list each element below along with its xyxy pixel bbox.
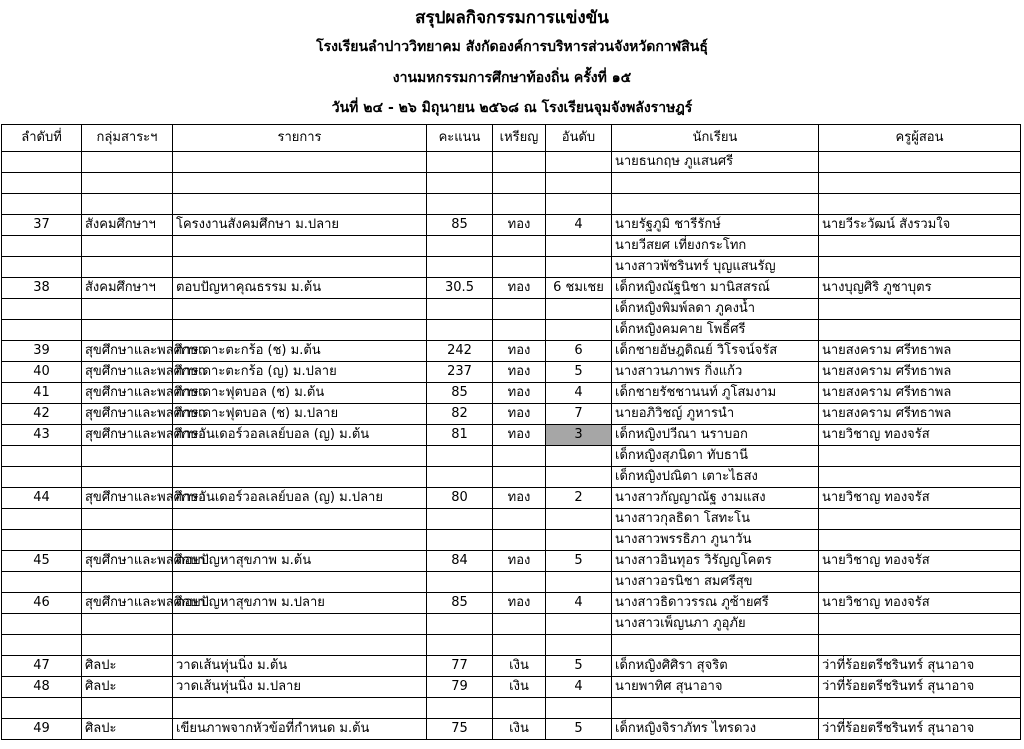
cell-item: ตอบปัญหาสุขภาพ ม.ปลาย — [173, 593, 427, 614]
cell-group — [82, 299, 173, 320]
cell-no: 41 — [2, 383, 82, 404]
cell-group: สุขศึกษาและพลศึกษา — [82, 341, 173, 362]
cell-no: 44 — [2, 488, 82, 509]
cell-item — [173, 320, 427, 341]
cell-no — [2, 257, 82, 278]
cell-teacher — [819, 614, 1021, 635]
cell-score — [427, 236, 493, 257]
table-row — [2, 551, 1021, 572]
cell-rank: 6 ชมเชย — [546, 278, 612, 299]
cell-medal — [493, 530, 546, 551]
cell-score: 75 — [427, 719, 493, 740]
cell-no: 46 — [2, 593, 82, 614]
table-row — [2, 383, 1021, 404]
cell-group — [82, 467, 173, 488]
cell-score — [427, 635, 493, 656]
document-title: สรุปผลกิจกรรมการแข่งขัน — [415, 8, 609, 28]
cell-rank — [546, 467, 612, 488]
cell-rank — [546, 320, 612, 341]
cell-group — [82, 236, 173, 257]
cell-no: 42 — [2, 404, 82, 425]
cell-no — [2, 173, 82, 194]
cell-score: 80 — [427, 488, 493, 509]
col-header-rank: อันดับ — [546, 125, 612, 152]
cell-item: การเดาะฟุตบอล (ช) ม.ต้น — [173, 383, 427, 404]
cell-no — [2, 152, 82, 173]
cell-medal — [493, 698, 546, 719]
cell-student: เด็กหญิงปณิตา เตาะไธสง — [612, 467, 819, 488]
cell-teacher — [819, 236, 1021, 257]
table-row — [2, 719, 1021, 740]
cell-medal: ทอง — [493, 278, 546, 299]
cell-score: 79 — [427, 677, 493, 698]
cell-score — [427, 614, 493, 635]
cell-rank — [546, 509, 612, 530]
cell-rank: 7 — [546, 404, 612, 425]
cell-rank — [546, 299, 612, 320]
cell-score — [427, 572, 493, 593]
table-row — [2, 341, 1021, 362]
cell-no — [2, 446, 82, 467]
cell-rank — [546, 446, 612, 467]
cell-teacher: ว่าที่ร้อยตรีชรินทร์ สุนาอาจ — [819, 656, 1021, 677]
cell-score — [427, 173, 493, 194]
cell-rank — [546, 173, 612, 194]
cell-no — [2, 530, 82, 551]
table-row — [2, 614, 1021, 635]
cell-group: สุขศึกษาและพลศึกษา — [82, 362, 173, 383]
table-row — [2, 635, 1021, 656]
cell-score: 85 — [427, 215, 493, 236]
cell-medal — [493, 572, 546, 593]
cell-teacher: นายสงคราม ศรีทธาพล — [819, 341, 1021, 362]
table-row — [2, 467, 1021, 488]
cell-medal — [493, 173, 546, 194]
cell-no — [2, 236, 82, 257]
col-header-no: ลำดับที่ — [2, 125, 82, 152]
cell-teacher — [819, 446, 1021, 467]
cell-medal — [493, 257, 546, 278]
cell-score: 82 — [427, 404, 493, 425]
cell-no: 48 — [2, 677, 82, 698]
cell-teacher: นายสงคราม ศรีทธาพล — [819, 383, 1021, 404]
cell-rank: 4 — [546, 215, 612, 236]
cell-group: สังคมศึกษาฯ — [82, 278, 173, 299]
cell-no — [2, 572, 82, 593]
cell-medal: ทอง — [493, 215, 546, 236]
cell-group — [82, 173, 173, 194]
cell-student: เด็กหญิงพิมพ์ลดา ภูคงน้ำ — [612, 299, 819, 320]
table-header-row — [2, 125, 1021, 152]
cell-teacher — [819, 152, 1021, 173]
cell-score — [427, 698, 493, 719]
cell-teacher — [819, 509, 1021, 530]
cell-rank — [546, 152, 612, 173]
cell-student: นางสาวพัชรินทร์ บุญแสนรัญ — [612, 257, 819, 278]
table-row — [2, 677, 1021, 698]
event-date-place: วันที่ ๒๔ - ๒๖ มิถุนายน ๒๕๖๘ ณ โรงเรียนจุมจังพลังราษฎร์ — [331, 100, 693, 116]
cell-student: เด็กหญิงสุภนิดา ทับธานี — [612, 446, 819, 467]
cell-group — [82, 152, 173, 173]
cell-no — [2, 299, 82, 320]
cell-item: การอันเดอร์วอลเลย์บอล (ญ) ม.ต้น — [173, 425, 427, 446]
cell-item: การเดาะตะกร้อ (ช) ม.ต้น — [173, 341, 427, 362]
cell-no — [2, 698, 82, 719]
table-row — [2, 656, 1021, 677]
cell-item: วาดเส้นหุ่นนิ่ง ม.ปลาย — [173, 677, 427, 698]
cell-score: 242 — [427, 341, 493, 362]
cell-medal — [493, 446, 546, 467]
cell-teacher: นายสงคราม ศรีทธาพล — [819, 404, 1021, 425]
cell-teacher — [819, 320, 1021, 341]
table-row — [2, 593, 1021, 614]
cell-item: การอันเดอร์วอลเลย์บอล (ญ) ม.ปลาย — [173, 488, 427, 509]
cell-group — [82, 320, 173, 341]
cell-student: เด็กหญิงปวีณา นราบอก — [612, 425, 819, 446]
cell-medal: ทอง — [493, 425, 546, 446]
cell-no — [2, 509, 82, 530]
cell-no — [2, 635, 82, 656]
cell-score — [427, 446, 493, 467]
cell-rank — [546, 635, 612, 656]
cell-student: เด็กหญิงศิศิรา สุจริต — [612, 656, 819, 677]
cell-student — [612, 194, 819, 215]
cell-no: 37 — [2, 215, 82, 236]
cell-item — [173, 257, 427, 278]
cell-group — [82, 509, 173, 530]
cell-student: นายรัฐภูมิ ชารีรักษ์ — [612, 215, 819, 236]
cell-item — [173, 467, 427, 488]
cell-rank: 5 — [546, 362, 612, 383]
table-row — [2, 425, 1021, 446]
table-row — [2, 530, 1021, 551]
col-header-group: กลุ่มสาระฯ — [82, 125, 173, 152]
cell-rank — [546, 698, 612, 719]
cell-student: เด็กหญิงคมคาย โพธิ์ศรี — [612, 320, 819, 341]
cell-medal: ทอง — [493, 341, 546, 362]
cell-no: 40 — [2, 362, 82, 383]
cell-no: 39 — [2, 341, 82, 362]
cell-score: 30.5 — [427, 278, 493, 299]
cell-student: เด็กหญิงจิราภัทร ไทรดวง — [612, 719, 819, 740]
cell-score — [427, 509, 493, 530]
event-name: งานมหกรรมการศึกษาท้องถิ่น ครั้งที่ ๑๕ — [392, 70, 632, 86]
cell-medal — [493, 236, 546, 257]
cell-score — [427, 257, 493, 278]
cell-rank — [546, 572, 612, 593]
table-row — [2, 173, 1021, 194]
cell-no — [2, 467, 82, 488]
cell-no: 47 — [2, 656, 82, 677]
table-row — [2, 362, 1021, 383]
cell-student: นายธนกฤษ ภูแสนศรี — [612, 152, 819, 173]
cell-medal — [493, 194, 546, 215]
cell-medal: ทอง — [493, 488, 546, 509]
cell-teacher — [819, 530, 1021, 551]
cell-score — [427, 530, 493, 551]
cell-student: เด็กชายรัชชานนท์ ภูโสมงาม — [612, 383, 819, 404]
cell-score — [427, 320, 493, 341]
cell-item: ตอบปัญหาสุขภาพ ม.ต้น — [173, 551, 427, 572]
cell-student: นางสาวกุลธิดา โสทะโน — [612, 509, 819, 530]
table-row — [2, 446, 1021, 467]
school-name: โรงเรียนลำปาววิทยาคม สังกัดองค์การบริหารส่วนจังหวัดกาฬสินธุ์ — [316, 39, 708, 55]
cell-group: ศิลปะ — [82, 719, 173, 740]
cell-score — [427, 299, 493, 320]
cell-teacher — [819, 467, 1021, 488]
cell-group: สุขศึกษาและพลศึกษา — [82, 488, 173, 509]
cell-student: นายวีสยศ เที่ยงกระโทก — [612, 236, 819, 257]
cell-medal — [493, 635, 546, 656]
cell-item: การเดาะตะกร้อ (ญ) ม.ปลาย — [173, 362, 427, 383]
cell-group — [82, 194, 173, 215]
cell-medal — [493, 152, 546, 173]
cell-item — [173, 614, 427, 635]
table-row — [2, 257, 1021, 278]
cell-item — [173, 635, 427, 656]
cell-medal: เงิน — [493, 677, 546, 698]
col-header-score: คะแนน — [427, 125, 493, 152]
cell-student: เด็กหญิงณัฐนิชา มานิสสรณ์ — [612, 278, 819, 299]
cell-item — [173, 509, 427, 530]
col-header-medal: เหรียญ — [493, 125, 546, 152]
table-row — [2, 236, 1021, 257]
cell-medal — [493, 614, 546, 635]
cell-teacher — [819, 572, 1021, 593]
cell-group — [82, 446, 173, 467]
cell-student: นางสาวพรรธิภา ภูนาวัน — [612, 530, 819, 551]
cell-teacher — [819, 635, 1021, 656]
cell-rank — [546, 614, 612, 635]
col-header-teacher: ครูผู้สอน — [819, 125, 1021, 152]
cell-item: โครงงานสังคมศึกษา ม.ปลาย — [173, 215, 427, 236]
cell-teacher: นายสงคราม ศรีทธาพล — [819, 362, 1021, 383]
cell-teacher: นางบุญศิริ ภูชาบุตร — [819, 278, 1021, 299]
cell-no — [2, 614, 82, 635]
cell-rank: 5 — [546, 656, 612, 677]
col-header-student: นักเรียน — [612, 125, 819, 152]
cell-student: นางสาวนภาพร กิ่งแก้ว — [612, 362, 819, 383]
cell-group: สุขศึกษาและพลศึกษา — [82, 551, 173, 572]
cell-rank: 4 — [546, 383, 612, 404]
cell-score — [427, 194, 493, 215]
cell-teacher — [819, 173, 1021, 194]
cell-teacher: นายวิชาญ ทองจรัส — [819, 593, 1021, 614]
cell-teacher — [819, 257, 1021, 278]
table-row — [2, 698, 1021, 719]
cell-group — [82, 257, 173, 278]
table-body — [2, 152, 1021, 740]
cell-medal: ทอง — [493, 362, 546, 383]
cell-item: วาดเส้นหุ่นนิ่ง ม.ต้น — [173, 656, 427, 677]
col-header-item: รายการ — [173, 125, 427, 152]
cell-teacher — [819, 698, 1021, 719]
cell-medal: ทอง — [493, 593, 546, 614]
table-row — [2, 404, 1021, 425]
cell-rank: 3 — [546, 425, 612, 446]
cell-group: สุขศึกษาและพลศึกษา — [82, 383, 173, 404]
cell-group: สุขศึกษาและพลศึกษา — [82, 404, 173, 425]
cell-teacher: นายวีระวัฒน์ สังรวมใจ — [819, 215, 1021, 236]
cell-score: 77 — [427, 656, 493, 677]
cell-no: 49 — [2, 719, 82, 740]
cell-student: นางสาวเพ็ญนภา ภูอุภัย — [612, 614, 819, 635]
cell-teacher: ว่าที่ร้อยตรีชรินทร์ สุนาอาจ — [819, 719, 1021, 740]
table-row — [2, 299, 1021, 320]
cell-student — [612, 635, 819, 656]
cell-item — [173, 698, 427, 719]
table-row — [2, 278, 1021, 299]
cell-group: ศิลปะ — [82, 677, 173, 698]
cell-rank — [546, 257, 612, 278]
cell-item: ตอบปัญหาคุณธรรม ม.ต้น — [173, 278, 427, 299]
cell-student — [612, 173, 819, 194]
cell-group: ศิลปะ — [82, 656, 173, 677]
cell-item — [173, 173, 427, 194]
cell-rank: 6 — [546, 341, 612, 362]
cell-item — [173, 194, 427, 215]
cell-score: 85 — [427, 593, 493, 614]
cell-score: 85 — [427, 383, 493, 404]
cell-student — [612, 698, 819, 719]
cell-score: 237 — [427, 362, 493, 383]
table-row — [2, 215, 1021, 236]
cell-no: 45 — [2, 551, 82, 572]
cell-medal: เงิน — [493, 656, 546, 677]
cell-item — [173, 152, 427, 173]
cell-medal — [493, 467, 546, 488]
table-row — [2, 572, 1021, 593]
cell-item — [173, 299, 427, 320]
cell-medal: เงิน — [493, 719, 546, 740]
cell-medal — [493, 320, 546, 341]
cell-student: นางสาวอรนิชา สมศรีสุข — [612, 572, 819, 593]
cell-group — [82, 530, 173, 551]
cell-no — [2, 194, 82, 215]
cell-student: นายอภิวิชญ์ ภูหารนำ — [612, 404, 819, 425]
cell-score: 84 — [427, 551, 493, 572]
cell-teacher: นายวิชาญ ทองจรัส — [819, 551, 1021, 572]
cell-item — [173, 530, 427, 551]
cell-item — [173, 236, 427, 257]
cell-group — [82, 572, 173, 593]
table-row — [2, 320, 1021, 341]
cell-student: นางสาวกัญญาณัฐ งามแสง — [612, 488, 819, 509]
cell-medal: ทอง — [493, 383, 546, 404]
cell-teacher: ว่าที่ร้อยตรีชรินทร์ สุนาอาจ — [819, 677, 1021, 698]
cell-item — [173, 572, 427, 593]
cell-teacher: นายวิชาญ ทองจรัส — [819, 488, 1021, 509]
table-row — [2, 509, 1021, 530]
cell-medal: ทอง — [493, 551, 546, 572]
cell-rank — [546, 236, 612, 257]
cell-medal: ทอง — [493, 404, 546, 425]
cell-medal — [493, 299, 546, 320]
cell-group — [82, 635, 173, 656]
cell-rank: 5 — [546, 719, 612, 740]
cell-group: สังคมศึกษาฯ — [82, 215, 173, 236]
cell-rank — [546, 530, 612, 551]
cell-group — [82, 614, 173, 635]
cell-no — [2, 320, 82, 341]
table-row — [2, 152, 1021, 173]
cell-rank: 4 — [546, 677, 612, 698]
cell-group — [82, 698, 173, 719]
cell-no: 43 — [2, 425, 82, 446]
cell-group: สุขศึกษาและพลศึกษา — [82, 425, 173, 446]
cell-score: 81 — [427, 425, 493, 446]
cell-medal — [493, 509, 546, 530]
cell-rank: 5 — [546, 551, 612, 572]
cell-rank: 4 — [546, 593, 612, 614]
cell-group: สุขศึกษาและพลศึกษา — [82, 593, 173, 614]
cell-student: นางสาวอินทุอร วิรัญญโคตร — [612, 551, 819, 572]
table-row — [2, 488, 1021, 509]
cell-score — [427, 467, 493, 488]
cell-teacher: นายวิชาญ ทองจรัส — [819, 425, 1021, 446]
cell-rank — [546, 194, 612, 215]
cell-item: เขียนภาพจากหัวข้อที่กำหนด ม.ต้น — [173, 719, 427, 740]
cell-item — [173, 446, 427, 467]
cell-student: นายพาทิศ สุนาอาจ — [612, 677, 819, 698]
results-table — [1, 124, 1021, 740]
cell-item: การเดาะฟุตบอล (ช) ม.ปลาย — [173, 404, 427, 425]
cell-no: 38 — [2, 278, 82, 299]
cell-score — [427, 152, 493, 173]
cell-student: เด็กชายอัษฎดิณย์ วิโรจน์จรัส — [612, 341, 819, 362]
cell-student: นางสาวธิดาวรรณ ภูซ้ายศรี — [612, 593, 819, 614]
cell-teacher — [819, 299, 1021, 320]
table-row — [2, 194, 1021, 215]
cell-teacher — [819, 194, 1021, 215]
cell-rank: 2 — [546, 488, 612, 509]
